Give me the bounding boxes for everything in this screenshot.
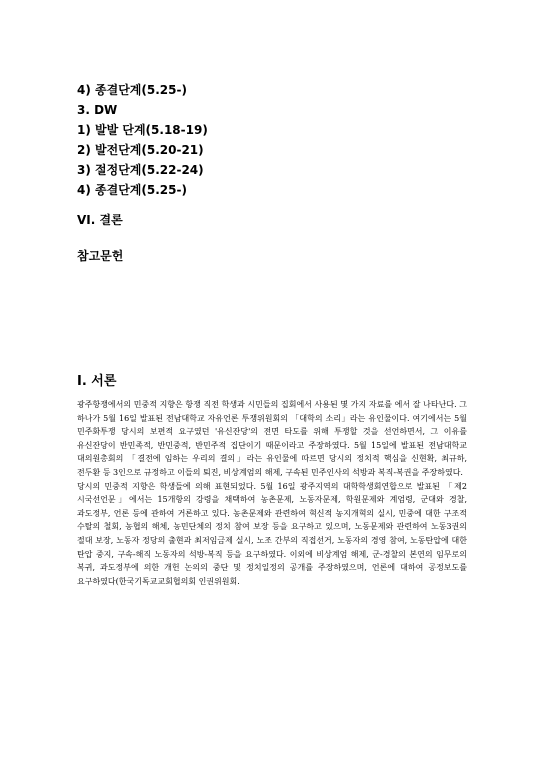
toc-conclusion: VI. 결론: [77, 213, 123, 227]
toc-item: 4) 종결단계(5.25-): [77, 183, 187, 197]
table-of-contents: [77, 80, 477, 263]
toc-item: 3) 절정단계(5.22-24): [77, 163, 204, 177]
body-paragraph: 당시의 민중적 지향은 학생들에 의해 표현되었다. 5월 16일 광주지역의 대학학생회연합으로 발표된 「제2 시국선언문」에서는 15개항의 강령을 채택하여 농촌문제, 노동자문제, 학원문제와 계엄령, 군대와 경찰, 과도정부, 언론 등에 관하여 거론하고 있다. 농촌문제와 관련하여 혁신적 농지개혁의 실시, 민중에 대한 구조적 수탈의 철회, 농협의 해체, 농민단체의 정치 참여 보장 등을 요구하고 있으며, 노동문제와 관련하여 노동3권의 절대 보장, 노동자 정당의 출현과 최저임금제 실시, 노조 간부의 직접선거, 노동자의 경영 참여, 노동탄압에 대한 탄압 중지, 구속-해직 노동자의 석방-복직 등을 요구하였다. 이외에 비상계엄 해제, 군-경찰의 본연의 임무로의 복귀, 과도정부에 의한 개헌 논의의 중단 및 정치일정의 공개를 주장하였으며, 언론에 대하여 공정보도를 요구하였다(한국기독교교회협의회 인권위원회.: [77, 481, 467, 586]
body-paragraph: 광주항쟁에서의 민중적 지향은 항쟁 직전 학생과 시민들의 집회에서 사용된 몇 가지 자료를 에서 잘 나타난다. 그 하나가 5월 16일 발표된 전남대학교 자유언론 투쟁위원회의 「대학의 소리」라는 유인물이다. 여기에서는 5월 민주화투쟁 당시의 보편적 요구였던 '유신잔당'의 전면 타도를 위해 투쟁할 것을 선언하면서, 그 이유를 유신잔당이 반민족적, 반민중적, 반민주적 집단이기 때문이라고 주장하였다. 5월 15일에 발표된 전남대학교 대의원총회의 「결전에 임하는 우리의 결의」라는 유인물에 따르면 당시의 정치적 핵심을 신현확, 최규하, 전두환 등 3인으로 규정하고 이들의 퇴진, 비상계엄의 해제, 구속된 민주인사의 석방과 복직-복권을 주장하였다.: [77, 400, 467, 477]
toc-item: 4) 종결단계(5.25-): [77, 83, 187, 97]
toc-item: 3. DW: [77, 103, 118, 117]
body-text: [77, 398, 467, 588]
toc-item: 1) 발발 단계(5.18-19): [77, 123, 208, 137]
section-title: Ⅰ. 서론: [77, 374, 117, 389]
toc-references: 참고문헌: [77, 249, 124, 263]
toc-item: 2) 발전단계(5.20-21): [77, 143, 204, 157]
